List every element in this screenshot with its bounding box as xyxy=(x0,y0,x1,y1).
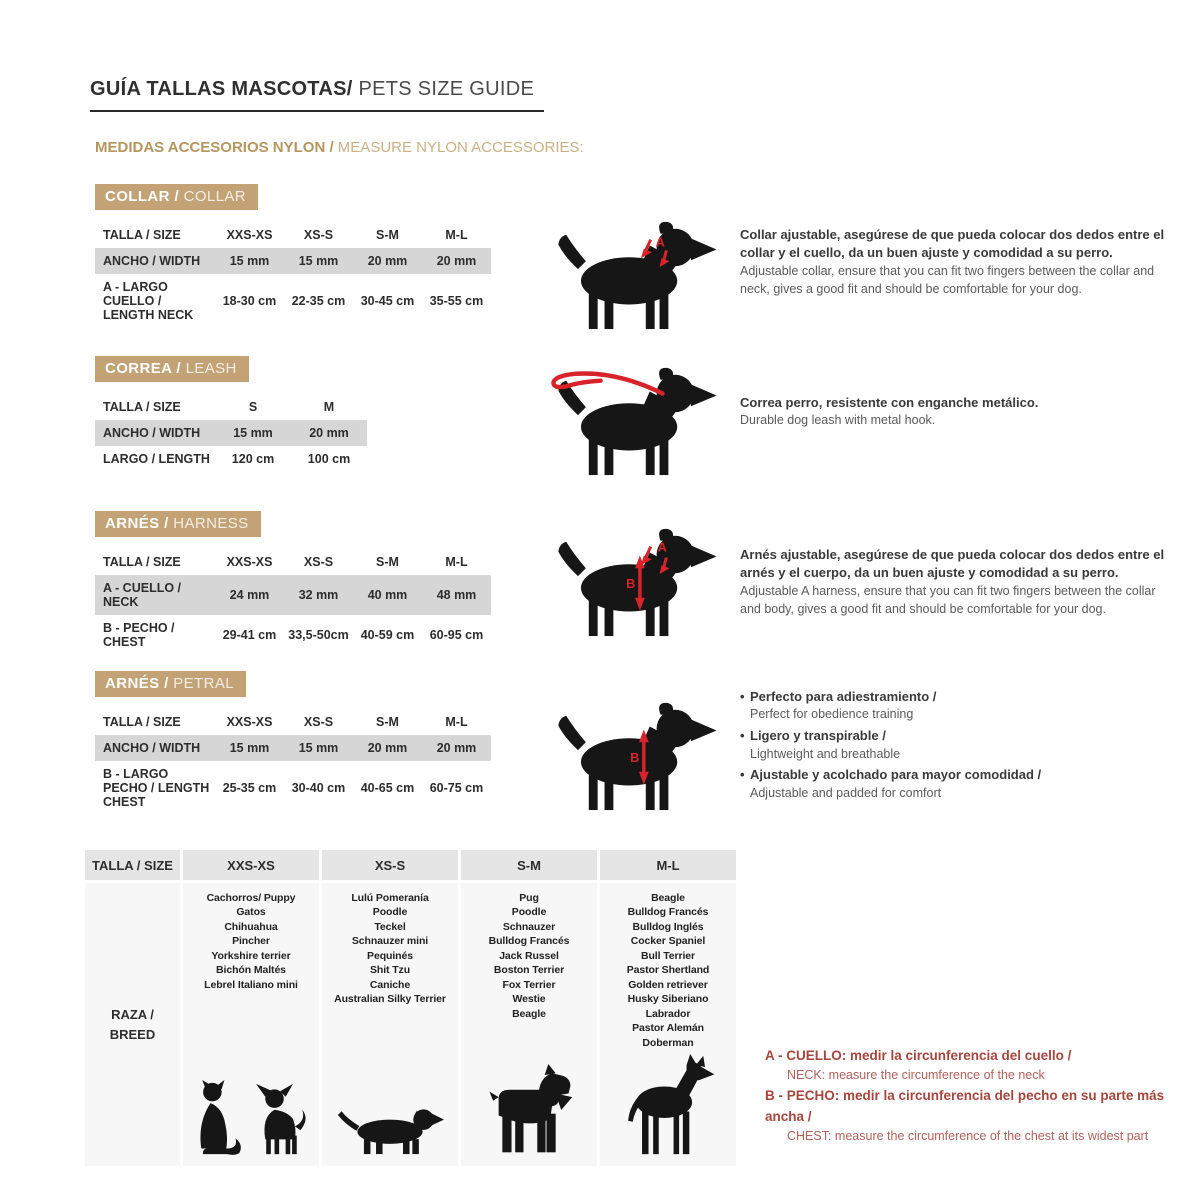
size-table-header-row xyxy=(95,709,491,735)
row-value-cell: 20 mm xyxy=(422,248,491,274)
row-value-cell: 40-65 cm xyxy=(360,781,415,795)
row-value-cell: 60-95 cm xyxy=(429,628,484,642)
section-badge-petral xyxy=(95,671,246,697)
page-title-es: GUÍA TALLAS MASCOTAS/ xyxy=(90,78,353,100)
row-value-cell: 32 mm xyxy=(284,575,353,615)
breed-name: Beagle xyxy=(651,892,685,904)
size-table-row xyxy=(95,446,367,472)
dog-harness-measure-icon xyxy=(545,525,723,638)
dog-collar-measure-icon xyxy=(545,218,723,331)
row-value-cell: 20 mm xyxy=(353,735,422,761)
description-es: Correa perro, resistente con enganche metálico. xyxy=(740,395,1039,410)
breed-header-size: S-M xyxy=(461,850,597,880)
header-label-cell: TALLA / SIZE xyxy=(95,709,215,735)
header-size-cell: XS-S xyxy=(284,709,353,735)
breed-column xyxy=(322,883,458,1166)
svg-text:B: B xyxy=(630,749,640,765)
row-value-cell: 100 cm xyxy=(307,452,351,466)
row-value-cell: 15 mm xyxy=(215,735,284,761)
breed-name: Doberman xyxy=(642,1036,694,1049)
description-es: • Ajustable y acolchado para mayor comodidad / xyxy=(740,766,1172,784)
row-value-cell: 20 mm xyxy=(353,248,422,274)
note-neck-en: NECK: measure the circumference of the neck xyxy=(787,1068,1045,1083)
breed-name: Bull Terrier xyxy=(640,949,696,962)
size-table-row xyxy=(95,575,491,615)
breed-name: Jack Russel xyxy=(499,949,559,962)
breed-row-label xyxy=(85,883,180,1166)
svg-text:A: A xyxy=(657,539,667,555)
row-value-cell: 40 mm xyxy=(353,575,422,615)
description-es: Collar ajustable, asegúrese de que pueda colocar dos dedos entre el collar y el cuello, da un buen ajuste y comodidad a su perro. xyxy=(740,227,1165,261)
header-size-cell: XXS-XS xyxy=(215,549,284,575)
row-value-cell: 20 mm xyxy=(291,420,367,446)
breed-list xyxy=(183,883,319,992)
badge-label-es: ARNÉS / xyxy=(105,675,169,692)
header-size-cell: XXS-XS xyxy=(215,222,284,248)
header-label-cell: TALLA / SIZE xyxy=(95,394,215,420)
measure-notes xyxy=(765,1046,1200,1147)
svg-text:A: A xyxy=(655,234,665,250)
description-leash xyxy=(740,394,1172,432)
row-label-cell: A - LARGO CUELLO / LENGTH NECK xyxy=(103,280,194,322)
page-subtitle-en: MEASURE NYLON ACCESSORIES: xyxy=(333,139,584,156)
breed-table xyxy=(85,850,736,1166)
description-en: Durable dog leash with metal hook. xyxy=(740,413,936,428)
breed-name: Poodle xyxy=(511,906,547,919)
breed-column xyxy=(461,883,597,1166)
breed-name: Gatos xyxy=(236,906,266,919)
breed-silhouettes xyxy=(322,1096,458,1166)
breed-name: Pug xyxy=(519,892,539,904)
row-value-cell: 48 mm xyxy=(422,575,491,615)
breed-name: Golden retriever xyxy=(628,978,708,991)
dog-illustration-harness xyxy=(545,525,725,638)
breed-name: Yorkshire terrier xyxy=(211,949,291,962)
badge-label-es: ARNÉS / xyxy=(105,515,169,532)
breed-name: Bulldog Francés xyxy=(488,935,570,948)
row-value-cell: 24 mm xyxy=(215,575,284,615)
dog-chest-measure-icon xyxy=(545,699,723,812)
dog-illustration-collar xyxy=(545,218,725,331)
row-value-cell: 60-75 cm xyxy=(429,781,484,795)
breed-name: Cachorros/ Puppy xyxy=(206,892,296,904)
breed-name: Westie xyxy=(512,993,546,1006)
cat-icon xyxy=(192,1080,242,1161)
note-chest-en: CHEST: measure the circumference of the chest at its widest part xyxy=(787,1128,1149,1143)
header-size-cell: XS-S xyxy=(284,222,353,248)
breed-name: Husky Siberiano xyxy=(627,993,709,1006)
row-label-cell: B - PECHO / CHEST xyxy=(103,621,175,649)
row-label-cell: LARGO / LENGTH xyxy=(103,452,210,466)
breed-name: Teckel xyxy=(374,920,406,933)
dog-illustration-leash xyxy=(545,364,725,477)
row-value-cell: 20 mm xyxy=(422,735,491,761)
size-table-row xyxy=(95,420,367,446)
breed-silhouettes xyxy=(461,1060,597,1166)
note-chest-es: B - PECHO: medir la circunferencia del pecho en su parte más ancha / xyxy=(765,1088,1165,1124)
note-neck-es: A - CUELLO: medir la circunferencia del cuello / xyxy=(765,1048,1072,1063)
dachshund-icon xyxy=(336,1100,444,1161)
description-collar xyxy=(740,226,1172,300)
size-table-header-row xyxy=(95,222,491,248)
row-value-cell: 120 cm xyxy=(231,452,275,466)
badge-label-es: CORREA / xyxy=(105,360,181,377)
size-table-petral xyxy=(95,709,491,815)
size-table-leash xyxy=(95,394,367,472)
header-label-cell: TALLA / SIZE xyxy=(95,222,215,248)
breed-table-header xyxy=(85,850,736,880)
badge-label-en: PETRAL xyxy=(173,675,234,692)
breed-table-body xyxy=(85,883,736,1166)
breed-name: Shit Tzu xyxy=(369,964,411,977)
breed-name: Beagle xyxy=(512,1007,546,1020)
breed-name: Caniche xyxy=(369,978,411,991)
breed-name: Pastor Shertland xyxy=(626,964,710,977)
description-en: Adjustable and padded for comfort xyxy=(750,785,942,800)
size-table-header-row xyxy=(95,394,367,420)
description-es: Arnés ajustable, asegúrese de que pueda colocar dos dedos entre el arnés y el cuerpo, da un buen ajuste y comodidad a su perro. xyxy=(740,547,1165,581)
description-en: Adjustable collar, ensure that you can fit two fingers between the collar and neck, gives a good fit and should be comfortable for your dog. xyxy=(740,263,1155,296)
row-value-cell: 22-35 cm xyxy=(291,294,346,308)
dog-illustration-petral xyxy=(545,699,725,812)
row-value-cell: 25-35 cm xyxy=(222,781,277,795)
header-size-cell: M-L xyxy=(422,222,491,248)
breed-name: Labrador xyxy=(645,1007,691,1020)
breed-header-size: XS-S xyxy=(322,850,458,880)
row-value-cell: 15 mm xyxy=(215,248,284,274)
page-title xyxy=(90,78,544,112)
chihuahua-icon xyxy=(252,1082,310,1161)
header-size-cell: S-M xyxy=(353,549,422,575)
page-subtitle xyxy=(95,139,584,156)
header-size-cell: S-M xyxy=(353,709,422,735)
breed-name: Cocker Spaniel xyxy=(630,935,706,948)
breed-list xyxy=(322,883,458,1007)
breed-name: Pequinés xyxy=(367,949,413,962)
schnauzer-icon xyxy=(485,1064,573,1161)
section-badge-leash xyxy=(95,356,249,382)
breed-name: Fox Terrier xyxy=(502,978,556,991)
badge-label-en: COLLAR xyxy=(183,188,247,205)
doberman-icon xyxy=(621,1054,715,1161)
size-table-row xyxy=(95,615,491,655)
breed-name: Bulldog Francés xyxy=(627,906,709,919)
row-value-cell: 35-55 cm xyxy=(429,294,484,308)
size-table-collar xyxy=(95,222,491,328)
description-petral xyxy=(740,688,1172,806)
description-en: Perfect for obedience training xyxy=(750,707,914,722)
row-value-cell: 33,5-50cm xyxy=(288,628,349,642)
size-table-harness xyxy=(95,549,491,655)
header-size-cell: M xyxy=(291,394,367,420)
dog-leash-icon xyxy=(545,364,723,477)
size-table-row xyxy=(95,248,491,274)
section-badge-collar xyxy=(95,184,258,210)
row-value-cell: 29-41 cm xyxy=(222,628,277,642)
size-table-row xyxy=(95,761,491,815)
row-label-cell: ANCHO / WIDTH xyxy=(95,248,215,274)
breed-name: Australian Silky Terrier xyxy=(334,993,446,1006)
row-value-cell: 30-45 cm xyxy=(360,294,415,308)
size-table-row xyxy=(95,274,491,328)
breed-silhouettes xyxy=(183,1076,319,1166)
page-title-en: PETS SIZE GUIDE xyxy=(352,78,535,100)
row-value-cell: 15 mm xyxy=(284,248,353,274)
badge-label-en: HARNESS xyxy=(173,515,249,532)
header-size-cell: XS-S xyxy=(284,549,353,575)
row-label-cell: ANCHO / WIDTH xyxy=(95,420,215,446)
row-value-cell: 15 mm xyxy=(284,735,353,761)
description-es: • Perfecto para adiestramiento / xyxy=(740,688,1172,706)
svg-text:B: B xyxy=(626,575,636,591)
header-size-cell: M-L xyxy=(422,709,491,735)
description-harness xyxy=(740,546,1172,620)
header-size-cell: S-M xyxy=(353,222,422,248)
row-value-cell: 15 mm xyxy=(215,420,291,446)
row-value-cell: 18-30 cm xyxy=(222,294,277,308)
breed-header-size: XXS-XS xyxy=(183,850,319,880)
row-label-cell: ANCHO / WIDTH xyxy=(95,735,215,761)
breed-header-label: TALLA / SIZE xyxy=(85,850,180,880)
row-value-cell: 30-40 cm xyxy=(291,781,346,795)
breed-list xyxy=(461,883,597,1021)
breed-header-size: M-L xyxy=(600,850,736,880)
description-es: • Ligero y transpirable / xyxy=(740,727,1172,745)
description-en: Adjustable A harness, ensure that you can fit two fingers between the collar and body, gives a good fit and should be comfortable for your dog. xyxy=(740,583,1156,616)
breed-column xyxy=(183,883,319,1166)
breed-name: Boston Terrier xyxy=(493,964,565,977)
breed-name: Chihuahua xyxy=(224,920,278,933)
header-size-cell: S xyxy=(215,394,291,420)
row-label-cell: A - CUELLO / NECK xyxy=(95,575,215,615)
size-table-row xyxy=(95,735,491,761)
page-subtitle-es: MEDIDAS ACCESORIOS NYLON / xyxy=(95,139,334,156)
header-size-cell: XXS-XS xyxy=(215,709,284,735)
size-table-header-row xyxy=(95,549,491,575)
breed-name: Pincher xyxy=(232,935,270,948)
section-badge-harness xyxy=(95,511,261,537)
badge-label-es: COLLAR / xyxy=(105,188,180,205)
breed-name: Bulldog Inglés xyxy=(632,920,704,933)
breed-name: Bichón Maltés xyxy=(216,964,286,977)
breed-name: Lulú Pomeranía xyxy=(351,892,429,904)
breed-row-label-line1: RAZA / xyxy=(111,1007,154,1023)
breed-name: Pastor Alemán xyxy=(632,1022,704,1035)
breed-row-label-line2: BREED xyxy=(109,1026,156,1042)
breed-list xyxy=(600,883,736,1050)
breed-name: Poodle xyxy=(372,906,408,919)
breed-name: Schnauzer xyxy=(502,920,556,933)
row-label-cell: B - LARGO PECHO / LENGTH CHEST xyxy=(103,767,210,809)
badge-label-en: LEASH xyxy=(185,360,237,377)
row-value-cell: 40-59 cm xyxy=(360,628,415,642)
description-en: Lightweight and breathable xyxy=(750,746,901,761)
breed-silhouettes xyxy=(600,1050,736,1166)
breed-name: Lebrel Italiano mini xyxy=(204,978,298,991)
breed-name: Schnauzer mini xyxy=(351,935,429,948)
header-size-cell: M-L xyxy=(422,549,491,575)
breed-column xyxy=(600,883,736,1166)
header-label-cell: TALLA / SIZE xyxy=(95,549,215,575)
